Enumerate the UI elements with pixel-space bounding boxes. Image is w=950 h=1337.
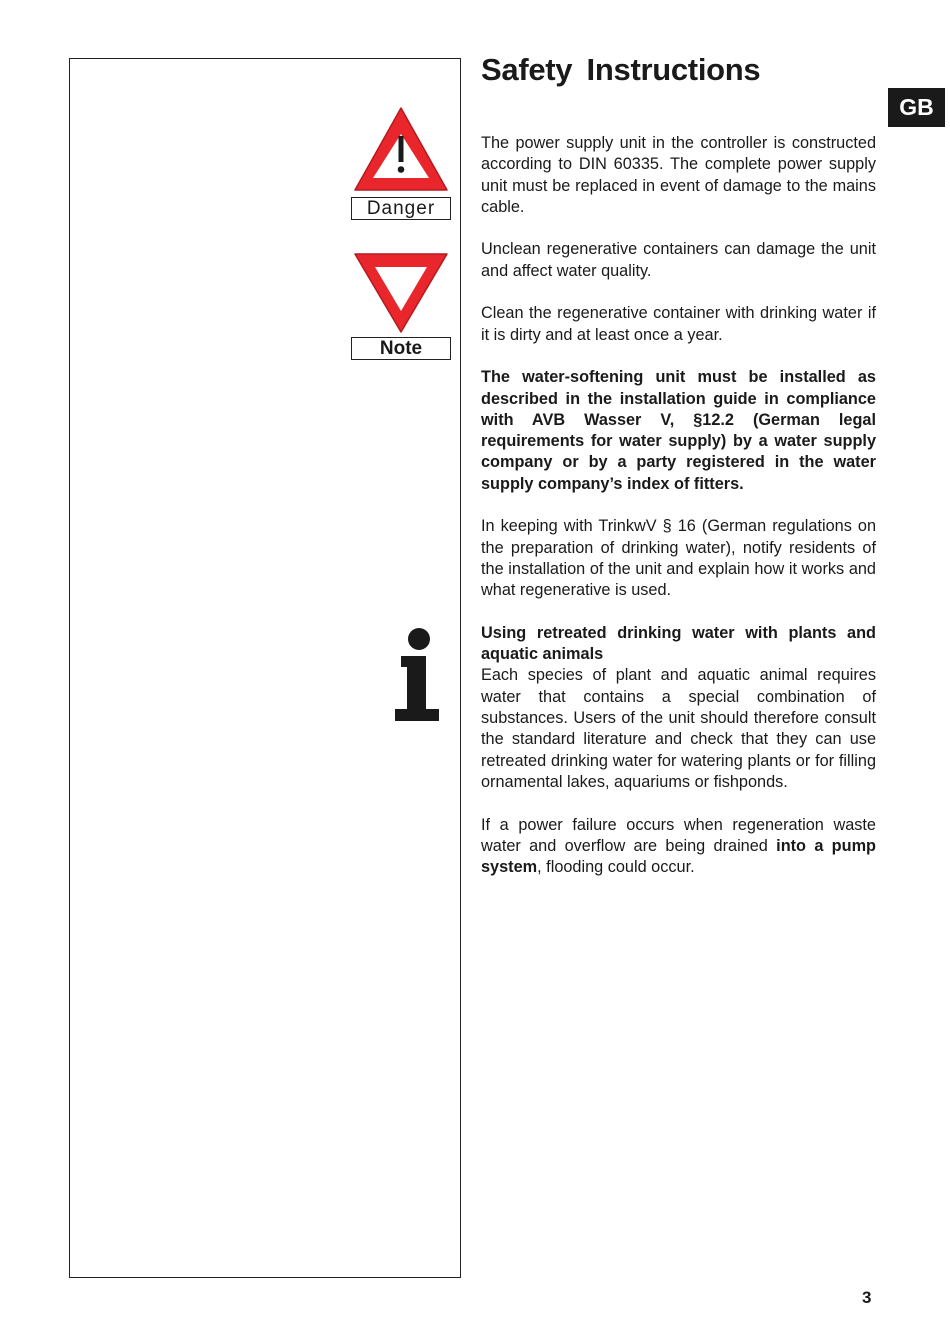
pump-system-emphasis: into a pump system [481, 836, 876, 877]
paragraph-unclean-containers: Unclean regenerative containers can damage the unit and affect water quality. [481, 240, 876, 280]
retreated-water-body: Each species of plant and aquatic animal requires water that contains a special combination of substances. Users of the unit should therefore consult the standard literature and check that they can use retreated drinking water for watering plants or for filling ornamental lakes, aquariums or fishponds. [481, 666, 876, 791]
power-failure-text: If a power failure occurs when regeneration waste water and overflow are being drained [481, 815, 876, 855]
paragraph-power-failure [481, 815, 876, 879]
paragraph-clean-container: Clean the regenerative container with drinking water if it is dirty and at least once a year. [481, 304, 876, 344]
paragraph-retreated-water [481, 623, 876, 793]
language-tab: GB [888, 88, 945, 127]
paragraph-trinkwv: In keeping with TrinkwV § 16 (German regulations on the preparation of drinking water), notify residents of the installation of the unit and explain how it works and what regenerative is used. [481, 517, 876, 600]
danger-warning [351, 104, 451, 220]
paragraph-power-supply: The power supply unit in the controller is constructed according to DIN 60335. The complete power supply unit must be replaced in event of damage to the mains cable. [481, 134, 876, 216]
power-failure-end: , flooding could occur. [537, 858, 695, 877]
paragraph-installation-requirement: The water-softening unit must be installed as described in the installation guide in compliance with AVB Wasser V, §12.2 (German legal requirements for water supply) by a water supply company or by a party registered in the water supply company’s index of fitters. [481, 368, 876, 493]
danger-label: Danger [351, 197, 451, 220]
warning-triangle-icon [351, 104, 451, 194]
page-title: Safety Instructions [481, 52, 761, 87]
info-icon [392, 626, 442, 729]
safety-text [481, 133, 876, 900]
note-label: Note [351, 337, 451, 360]
page-number: 3 [862, 1288, 872, 1307]
note-warning [351, 250, 451, 360]
retreated-water-heading: Using retreated drinking water with plants and aquatic animals [481, 623, 876, 664]
inverted-triangle-icon [351, 250, 451, 335]
